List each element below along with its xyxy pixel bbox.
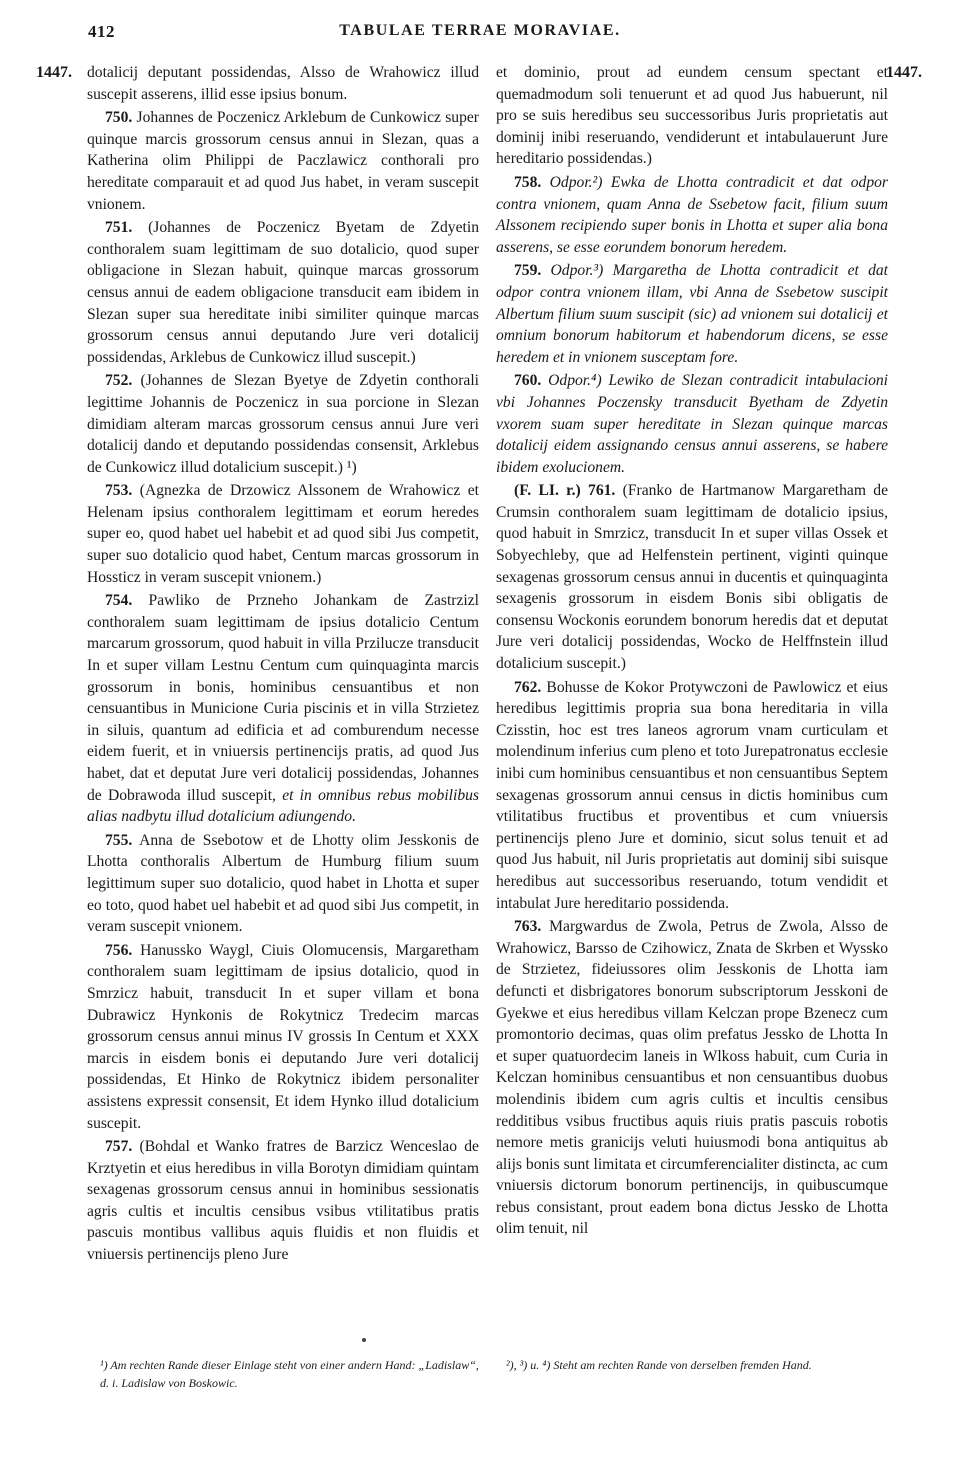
left-column [87,62,479,1268]
footnote-left: ¹) Am rechten Rande dieser Einlage steht von einer andern Hand: „Ladislaw“, d. i. Ladislaw von Boskowic. [100,1358,479,1390]
entry-762: 762. Bohusse de Kokor Protywczoni de Pawlowicz et eius heredibus legittimis propria sua bona hereditaria in villa Czisstin, hoc est tres laneos agrorum vnam curticulam et molendinum inferius cum pleno et toto Jurepatronatus ecclesie inibi cum hominibus censuantibus et non censuantibus Septem sexagenas grossorum annui census in dictis hominibus cum vtilitatibus fructibus et proventibus et cum vniuersis pertinencijs pleno Jure et dominio, sicut solus tenuit et ad quod Jus habuit, nil Juris proprietatis aut dominij sibi suisque heredibus aut successoribus reseruando, totum vendidit et intabulat Jure hereditario possidenda. [496,678,888,912]
entry-756: 756. Hanussko Waygl, Ciuis Olomucensis, Margaretham conthoralem suam legittimam de ipsius dotalicio, quod in Smrzicz habuit, transducit In et super villam et bona Dubrawicz Hynkonis de Rokytnicz Tredecim marcas grossorum census annui minus IV grossis In Centum et XXX marcis in eisdem bonis ei deputando Jure veri dotalicij possidendas, Et Hinko de Rokytnicz ibidem personaliter assistens expressit consensit, Et idem Hynko illud dotalicium suscepit. [87,941,479,1132]
page-number: 412 [88,22,115,41]
footnote-right: ²), ³) u. ⁴) Steht am rechten Rande von derselben fremden Hand. [506,1358,812,1372]
year-marker-right: 1447. [886,64,922,81]
footnote-separator-dot [362,1338,366,1342]
entry-760: 760. Odpor.⁴) Lewiko de Slezan contradicit intabulacioni vbi Johannes Poczensky transducit Byetham de Zdyetin vxorem suam super hereditate in Slezan quinque marcas dotalicij eidem assignando census annui asserens, se habere ibidem exolucionem. [496,372,888,476]
entry-750: 750. Johannes de Poczenicz Arklebum de Cunkowicz super quinque marcis grossorum census annui in Slezan, quas a Katherina olim Philippi de Paczlawicz conthorali pro hereditate comparauit et ad quod Jus habet, in veram suscepit vnionem. [87,109,479,213]
right-column [496,62,888,1242]
entry-759: 759. Odpor.³) Margaretha de Lhotta contradicit et dat odpor contra vnionem illam, vbi Anna de Ssebetow suscipit Albertum filium suum suscipit (sic) ad vnionem sui dotalicij et omnium bonorum habitorum et habendorum dicens, se esse heredem et in vnionem susceptam fore. [496,262,889,366]
entry-continuation: et dominio, prout ad eundem censum spectant et quemadmodum soli tenuerunt et ad quod Jus habuerunt, nil pro se suis heredibus seu successoribus Juris proprietatis aut dominij inibi reseruando, vendiderunt et intabulauerunt Jure hereditario possidendas.) [496,64,888,168]
entry-753: 753. (Agnezka de Drzowicz Alssonem de Wrahowicz et Helenam ipsius conthoralem legittimam et eorum heredes super eo, quod habet uel habebit et ad quod sibi Jus competit, super suo dotalicio quod habet, Centum marcas grossorum in Hossticz in veram suscepit vnionem.) [87,482,479,586]
entry-754: 754. Pawliko de Przneho Johankam de Zastrzizl conthoralem suam legittimam de ipsius dotalicio Centum marcarum grossorum, quod habuit in villa Przilucze transducit In et super villam Lestnu Centum cum quinquaginta marcis grossorum in bonis, hominibus censuantibus et non censuantibus in Municione Curia piscinis et in villa Strzietez in siluis, quantum ad edificia et ad comburendum necesse eidem fuerit, et in vniuersis pertinencijs pratis, ad quod Jus habet, dat et deputat Jure veri dotalicij possidendas, Johannes de Dobrawoda illud suscepit, et in omnibus rebus mobilibus alias nadbytu illud dotalicium adiungendo. [87,592,479,826]
entry-continuation: dotalicij deputant possidendas, Alsso de Wrahowicz illud suscepit asserens, illid esse ipsius bonum. [87,64,479,103]
entry-763: 763. Margwardus de Zwola, Petrus de Zwola, Alsso de Wrahowicz, Barsso de Czihowicz, Znata de Skrben et Wyssko de Strzietez, fideiussores olim Jesskonis de Lhotta iam defuncti et disbrigatores bonorum subscriptorum Jesskoni de Gyekwe et eius heredibus villam Kelczan prope Bzenecz cum promontorio decimas, quas olim prefatus Jessko de Lhotta In et super quatuordecim laneis in Wlkoss habuit, cum Curia in Kelczan hominibus censuantibus et non censuantibus duobus molendinis ibidem cum agris cultis et incultis censibus redditibus vsibus fructibus aquis riuis pratis pascuis robotis nemore metis granicijs veluti huiusmodi bona antiquitus ab alijs bonis sunt limitata et circumferencialiter distincta, ac cum vniuersis dictorum bonorum pertinencijs, in quibuscumque rebus consistant, prout eadem bona dictus Jessko de Lhotta olim tenuit, nil [496,918,888,1238]
entry-761: (F. LI. r.) 761. (Franko de Hartmanow Margaretham de Crumsin conthoralem suam legittimam de dotalicio ipsius, quod habuit in Smrzicz, transducit In et super villas Ossek et Sobyechleby, que ad Helfenstein pertinent, viginti quinque sexagenas grossorum census annui in ducentis et quinquaginta sexagenis grossorum in eisdem Bonis sibi obligatis de consensu Wockonis eorundem bonorum heredis dat et deputat Jure veri dotalicij possidendas, Wocko de Helffnstein illud dotalicium suscepit.) [496,482,888,673]
running-title: TABULAE TERRAE MORAVIAE. [339,22,621,39]
entry-757: 757. (Bohdal et Wanko fratres de Barzicz Wenceslao de Krztyetin et eius heredibus in villa Borotyn dimidiam quintam sexagenas grossorum census annui in hominibus sessionatis agris cultis et incultis censibus vsibus vtilitatibus pratis pascuis montibus vallibus aquis fluidis et non fluidis et vniuersis pertinencijs pleno Jure [87,1138,479,1264]
entry-758: 758. Odpor.²) Ewka de Lhotta contradicit et dat odpor contra vnionem, quam Anna de Ssebetow facit, filium suum Alssonem recipiendo super bonis in Lhotta et super alia bona asserens, se esse eorundem bonorum heredem. [496,173,888,256]
entry-751: 751. (Johannes de Poczenicz Byetam de Zdyetin conthoralem suam legittimam de suo dotalicio, quod super obligacione in Slezan habuit, quinque marcas grossorum census annui de eadem obligacione transducit eam ibidem in Slezan super sua hereditate inibi similiter quinque marcas grossorum census annui deputando Jure veri dotalicij possidendas, Arklebus de Cunkowicz illud suscepit.) [87,219,479,366]
entry-755: 755. Anna de Ssebotow et de Lhotty olim Jesskonis de Lhotta conthoralis Albertum de Humburg filium suum legittimum super suo dotalicio, quod habet in Lhotta et super eo toto, quod habet uel habebit et ad quod sibi Jus competit, in veram suscepit vnionem. [87,831,479,936]
entry-752: 752. (Johannes de Slezan Byetye de Zdyetin conthorali legittime Johannis de Poczenicz in sua porcione in Slezan dimidiam alteram marcas grossorum census annui Jure veri dotalicij dando et deputando possidendas consensit, Arklebus de Cunkowicz illud dotalicium suscepit.) ¹) [87,372,479,476]
year-marker-left: 1447. [36,64,72,81]
